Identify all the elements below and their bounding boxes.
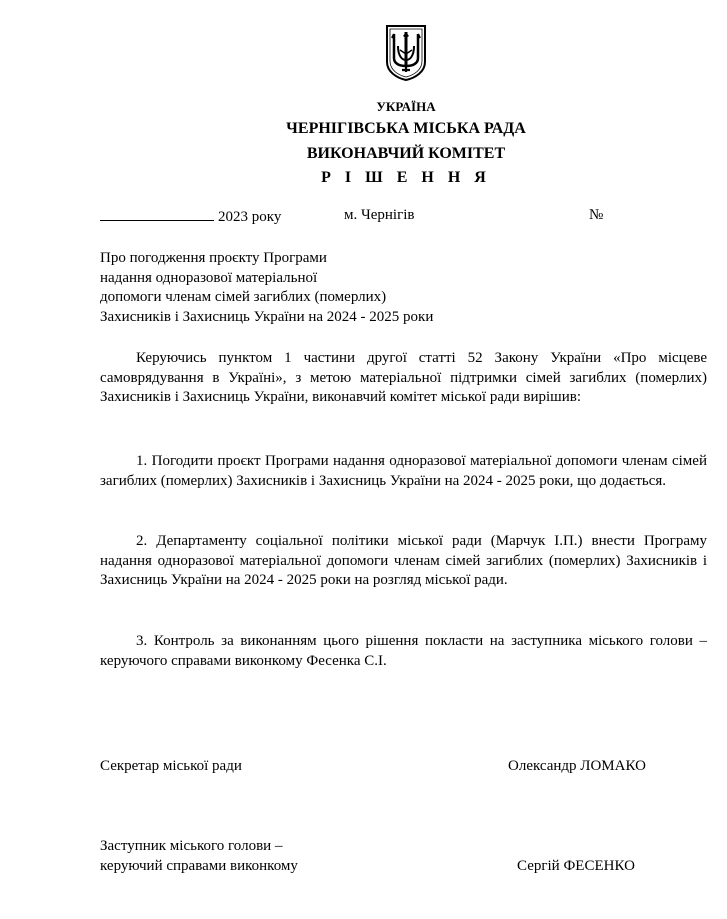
number-label: №: [589, 207, 604, 223]
header-committee: ВИКОНАВЧИЙ КОМІТЕТ: [306, 145, 506, 162]
item-1-paragraph: 1. Погодити проєкт Програми надання одноразової матеріальної допомоги членам сімей загиблих (померлих) Захисників і Захисниць України на 2024 - 2025 роки, що додається.: [100, 453, 707, 489]
subject-line: Захисників і Захисниць України на 2024 - 2025 роки: [100, 308, 434, 325]
subject-line: надання одноразової матеріальної: [100, 269, 318, 286]
header-country: УКРАЇНА: [376, 99, 436, 114]
city-label: м. Чернігів: [344, 207, 415, 223]
date-line: [100, 207, 281, 226]
header-council: ЧЕРНІГІВСЬКА МІСЬКА РАДА: [286, 120, 526, 137]
preamble-paragraph: Керуючись пунктом 1 частини другої статті 52 Закону України «Про місцеве самоврядування в Україні», з метою матеріальної підтримки сімей загиблих (померлих) Захисників і Захисниць України, виконавчий комітет міської ради вирішив:: [100, 350, 707, 406]
subject-line: Про погодження проєкту Програми: [100, 250, 327, 266]
decision-subject: [100, 249, 520, 327]
date-suffix: 2023 року: [218, 209, 282, 225]
item-3-paragraph: 3. Контроль за виконанням цього рішення покласти на заступника міського голови – керуючого справами виконкому Фесенка С.І.: [100, 633, 707, 669]
secretary-title: Секретар міської ради: [100, 758, 242, 774]
deputy-name: Сергій ФЕСЕНКО: [517, 858, 635, 874]
deputy-title-line: керуючий справами виконкому: [100, 857, 298, 874]
deputy-title: [100, 837, 298, 876]
subject-line: допомоги членам сімей загиблих (померлих): [100, 289, 387, 305]
secretary-name: Олександр ЛОМАКО: [508, 758, 646, 774]
coat-of-arms-icon: [385, 24, 427, 82]
deputy-title-line: Заступник міського голови –: [100, 838, 283, 854]
header-decision: Р І Ш Е Н Н Я: [321, 169, 491, 186]
item-2-paragraph: 2. Департаменту соціальної політики міської ради (Марчук І.П.) внести Програму надання одноразової матеріальної допомоги членам сімей загиблих (померлих) Захисників і Захисниць України на 2024 - 2025 роки на розгляд міської ради.: [100, 533, 707, 589]
date-blank-field: [100, 207, 214, 221]
